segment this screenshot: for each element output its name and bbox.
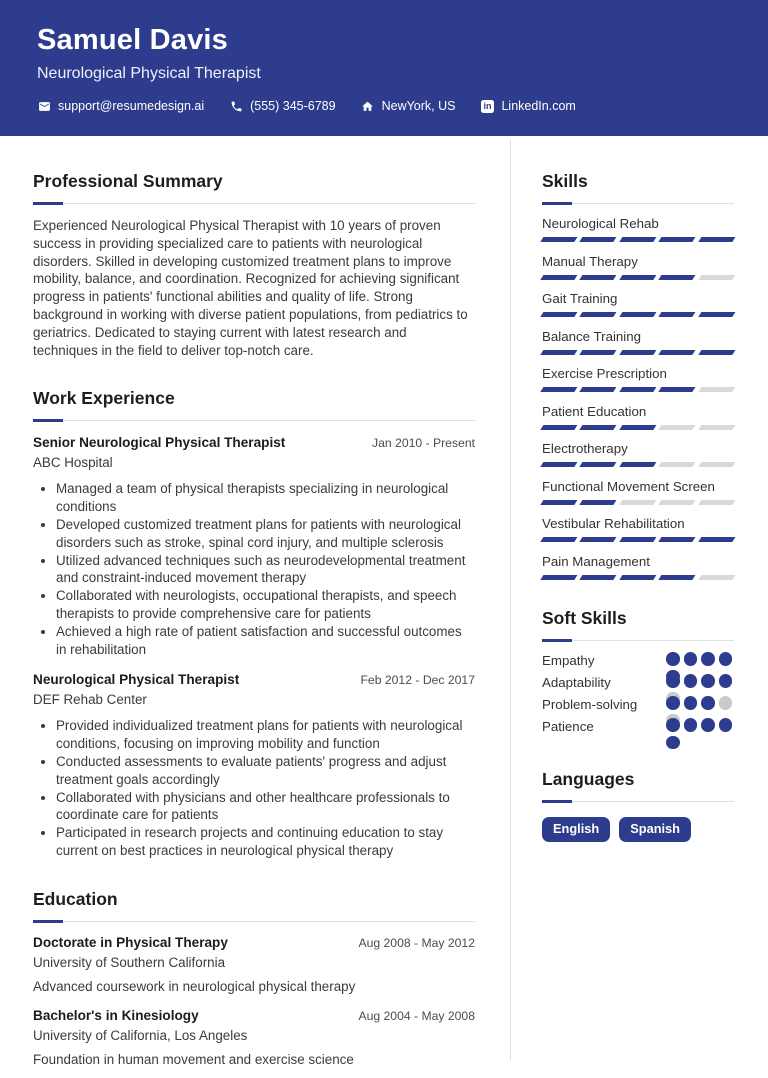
skill-bar-segment-filled bbox=[541, 425, 578, 430]
soft-skill-row bbox=[542, 696, 734, 718]
skill-bar-segment-filled bbox=[541, 237, 578, 242]
phone-icon bbox=[229, 99, 243, 113]
soft-skill-name: Empathy bbox=[542, 653, 595, 668]
skill-bar-segment-filled bbox=[541, 500, 578, 505]
education-school: University of Southern California bbox=[33, 954, 226, 970]
skill-bar bbox=[542, 387, 734, 392]
skill-item bbox=[542, 516, 734, 542]
summary-section bbox=[33, 171, 475, 359]
skill-bar-segment-filled bbox=[580, 275, 617, 280]
skill-bar bbox=[542, 500, 734, 505]
skill-item bbox=[542, 366, 734, 392]
skill-bar-segment-empty bbox=[698, 575, 735, 580]
rating-dot-filled bbox=[701, 718, 715, 732]
skills-section bbox=[542, 171, 734, 579]
skill-bar-segment-empty bbox=[659, 425, 696, 430]
job-company: DEF Rehab Center bbox=[33, 692, 147, 708]
skill-bar-segment-empty bbox=[698, 275, 735, 280]
rating-dot-filled bbox=[719, 718, 733, 732]
skill-bar-segment-empty bbox=[698, 462, 735, 467]
rating-dot-filled bbox=[701, 652, 715, 666]
skill-bar-segment-filled bbox=[580, 387, 617, 392]
skill-bar-segment-filled bbox=[659, 312, 696, 317]
rating-dot-filled bbox=[666, 718, 680, 732]
contact-home bbox=[361, 99, 456, 113]
skill-bar-segment-filled bbox=[659, 275, 696, 280]
skill-bar-segment-filled bbox=[580, 312, 617, 317]
skill-bar-segment-filled bbox=[580, 462, 617, 467]
skill-bar-segment-filled bbox=[580, 500, 617, 505]
skill-name: Electrotherapy bbox=[542, 441, 628, 456]
rating-dot-filled bbox=[666, 674, 680, 688]
skill-bar-segment-filled bbox=[580, 537, 617, 542]
soft-skill-row bbox=[542, 718, 734, 740]
skill-bar-segment-filled bbox=[698, 312, 735, 317]
header-band bbox=[0, 0, 768, 136]
rating-dot-filled bbox=[666, 652, 680, 666]
person-job-title: Neurological Physical Therapist bbox=[37, 65, 261, 82]
job-bullet: • Collaborated with physicians and other healthcare professionals to coordinate care for patients bbox=[56, 789, 475, 825]
contact-text: NewYork, US bbox=[381, 99, 456, 113]
skill-bar-segment-filled bbox=[698, 237, 735, 242]
skill-bar-segment-filled bbox=[541, 575, 578, 580]
job-company: ABC Hospital bbox=[33, 455, 113, 471]
job-entry bbox=[33, 672, 475, 859]
skill-name: Gait Training bbox=[542, 291, 618, 306]
soft-skill-name: Patience bbox=[542, 719, 594, 734]
skill-item bbox=[542, 329, 734, 355]
main-column bbox=[33, 140, 511, 1067]
job-bullet: • Developed customized treatment plans for patients with neurological disorders such as stroke, spinal cord injury, and multiple sclerosis bbox=[56, 516, 475, 552]
soft-skills-list bbox=[542, 652, 734, 740]
contact-text: support@resumedesign.ai bbox=[58, 99, 205, 113]
education-header-row bbox=[33, 1008, 475, 1024]
skill-name: Functional Movement Screen bbox=[542, 478, 715, 494]
section-divider bbox=[542, 801, 734, 802]
education-degree: Bachelor's in Kinesiology bbox=[33, 1007, 199, 1023]
section-divider bbox=[542, 640, 734, 641]
skill-bar-segment-empty bbox=[659, 462, 696, 467]
section-divider bbox=[33, 203, 475, 204]
rating-dot-filled bbox=[684, 674, 698, 688]
skill-bar-segment-filled bbox=[619, 537, 656, 542]
skill-bar-segment-filled bbox=[541, 350, 578, 355]
job-bullet: • Achieved a high rate of patient satisfaction and successful outcomes in rehabilitation bbox=[56, 623, 475, 659]
rating-dot-filled bbox=[701, 674, 715, 688]
skill-bar-segment-filled bbox=[659, 237, 696, 242]
job-bullet: • Provided individualized treatment plans for patients with neurological conditions, focusing on improving mobility and function bbox=[56, 717, 475, 753]
soft-skill-name: Adaptability bbox=[542, 675, 611, 690]
skill-bar-segment-empty bbox=[659, 500, 696, 505]
soft-skills-section-title: Soft Skills bbox=[542, 608, 627, 628]
language-badges bbox=[542, 817, 734, 842]
person-name: Samuel Davis bbox=[37, 24, 228, 56]
linkedin-icon: in bbox=[480, 99, 494, 113]
skill-bar-segment-empty bbox=[619, 500, 656, 505]
skill-bar-segment-filled bbox=[698, 537, 735, 542]
soft-skill-row bbox=[542, 652, 734, 674]
education-date: Aug 2008 - May 2012 bbox=[358, 935, 475, 950]
rating-dot-filled bbox=[684, 718, 698, 732]
section-divider bbox=[33, 921, 475, 922]
summary-section-title: Professional Summary bbox=[33, 171, 223, 191]
work-experience-section bbox=[33, 388, 475, 859]
skill-bar bbox=[542, 350, 734, 355]
skill-bar-segment-filled bbox=[541, 387, 578, 392]
skill-bar bbox=[542, 537, 734, 542]
skill-name: Pain Management bbox=[542, 553, 650, 569]
languages-section-title: Languages bbox=[542, 769, 635, 789]
education-header-row bbox=[33, 935, 475, 951]
skill-item bbox=[542, 441, 734, 467]
soft-skills-section bbox=[542, 608, 734, 740]
education-entry bbox=[33, 1008, 475, 1068]
job-bullet: • Conducted assessments to evaluate patients' progress and adjust treatment goals accordingly bbox=[56, 753, 475, 789]
job-role: Neurological Physical Therapist bbox=[33, 672, 240, 688]
skill-bar bbox=[542, 312, 734, 317]
skill-item bbox=[542, 404, 734, 430]
skill-bar-segment-filled bbox=[580, 575, 617, 580]
skill-name: Neurological Rehab bbox=[542, 216, 659, 231]
rating-dot-filled bbox=[719, 674, 733, 688]
language-badge: English bbox=[542, 817, 610, 842]
education-list bbox=[33, 935, 475, 1068]
skills-section-title: Skills bbox=[542, 171, 588, 191]
rating-dot-filled bbox=[701, 696, 715, 710]
rating-dot-filled bbox=[666, 696, 680, 710]
home-icon bbox=[361, 99, 375, 113]
job-entry bbox=[33, 435, 475, 658]
education-section-title: Education bbox=[33, 888, 118, 909]
education-note: Advanced coursework in neurological physical therapy bbox=[33, 978, 356, 994]
skill-bar-segment-filled bbox=[659, 387, 696, 392]
skill-bar-segment-filled bbox=[619, 575, 656, 580]
skill-item bbox=[542, 254, 734, 280]
job-header-row bbox=[33, 672, 475, 688]
skill-bar-segment-filled bbox=[541, 312, 578, 317]
education-entry bbox=[33, 935, 475, 995]
education-degree: Doctorate in Physical Therapy bbox=[33, 934, 228, 950]
summary-text: Experienced Neurological Physical Therapist with 10 years of proven success in providing specialized care to patients with neurological disorders. Skilled in developing customized treatment plans to improve mobility, balance, and coordination. Recognized for achieving significant progress in patients' functional abilities and quality of life. Strong background in working with diverse patient populations, from pediatrics to geriatrics. Dedicated to staying current with latest research and techniques in the field to deliver top-notch care. bbox=[33, 218, 468, 358]
education-date: Aug 2004 - May 2008 bbox=[358, 1008, 475, 1023]
job-bullet: • Utilized advanced techniques such as neurodevelopmental treatment and constraint-induced movement therapy bbox=[56, 552, 475, 588]
skill-name: Patient Education bbox=[542, 403, 647, 419]
skill-bar bbox=[542, 237, 734, 242]
skill-bar-segment-filled bbox=[619, 462, 656, 467]
skill-name: Manual Therapy bbox=[542, 253, 638, 269]
skill-bar-segment-empty bbox=[698, 387, 735, 392]
contact-text: (555) 345-6789 bbox=[250, 99, 336, 113]
contact-row bbox=[37, 99, 731, 113]
skill-bar-segment-filled bbox=[659, 350, 696, 355]
soft-skill-row bbox=[542, 674, 734, 696]
rating-dot-filled bbox=[719, 652, 733, 666]
skill-bar bbox=[542, 575, 734, 580]
work-section-title: Work Experience bbox=[33, 388, 175, 409]
content-area bbox=[0, 140, 768, 1067]
job-bullet-list bbox=[33, 480, 475, 658]
skill-bar bbox=[542, 425, 734, 430]
skill-bar bbox=[542, 462, 734, 467]
job-bullet: • Managed a team of physical therapists specializing in neurological conditions bbox=[56, 480, 475, 516]
skill-name: Exercise Prescription bbox=[542, 366, 667, 381]
skill-bar-segment-filled bbox=[580, 350, 617, 355]
skills-list bbox=[542, 216, 734, 579]
skill-bar-segment-filled bbox=[619, 312, 656, 317]
section-divider bbox=[542, 203, 734, 204]
skill-bar-segment-filled bbox=[698, 350, 735, 355]
skill-item bbox=[542, 554, 734, 580]
soft-skill-name: Problem-solving bbox=[542, 697, 638, 712]
job-date: Jan 2010 - Present bbox=[372, 436, 475, 451]
skill-bar-segment-filled bbox=[619, 237, 656, 242]
rating-dot-filled bbox=[684, 696, 698, 710]
skill-bar-segment-empty bbox=[698, 425, 735, 430]
skill-item bbox=[542, 291, 734, 317]
skill-bar-segment-filled bbox=[619, 275, 656, 280]
job-bullet-list bbox=[33, 717, 475, 859]
job-date: Feb 2012 - Dec 2017 bbox=[360, 673, 475, 688]
skill-bar-segment-filled bbox=[580, 425, 617, 430]
job-header-row bbox=[33, 435, 475, 451]
skill-bar-segment-filled bbox=[619, 387, 656, 392]
skill-bar-segment-filled bbox=[541, 462, 578, 467]
skill-bar-segment-filled bbox=[541, 275, 578, 280]
job-list bbox=[33, 435, 475, 859]
rating-dot-filled bbox=[684, 652, 698, 666]
skill-bar-segment-filled bbox=[541, 537, 578, 542]
job-bullet: • Collaborated with neurologists, occupational therapists, and speech therapists to provide comprehensive care for patients bbox=[56, 587, 475, 623]
languages-section bbox=[542, 769, 734, 842]
skill-name: Balance Training bbox=[542, 328, 642, 344]
sidebar-column bbox=[542, 140, 734, 1060]
skill-bar-segment-empty bbox=[698, 500, 735, 505]
education-section bbox=[33, 889, 475, 1068]
skill-bar-segment-filled bbox=[580, 237, 617, 242]
job-bullet: • Participated in research projects and continuing education to stay current on best practices in neurological physical therapy bbox=[56, 824, 475, 860]
skill-name: Vestibular Rehabilitation bbox=[542, 516, 685, 531]
skill-item bbox=[542, 479, 734, 505]
education-school: University of California, Los Angeles bbox=[33, 1027, 248, 1043]
contact-phone bbox=[229, 99, 335, 113]
language-badge: Spanish bbox=[619, 817, 691, 842]
skill-item bbox=[542, 216, 734, 242]
skill-bar-segment-filled bbox=[619, 425, 656, 430]
skill-bar bbox=[542, 275, 734, 280]
skill-bar-segment-filled bbox=[659, 575, 696, 580]
contact-linkedin bbox=[480, 99, 575, 113]
job-role: Senior Neurological Physical Therapist bbox=[33, 435, 286, 451]
contact-text: LinkedIn.com bbox=[501, 99, 576, 113]
contact-email bbox=[37, 99, 204, 113]
rating-dot-empty bbox=[719, 696, 733, 710]
email-icon bbox=[37, 99, 51, 113]
section-divider bbox=[33, 420, 475, 421]
rating-dot-filled bbox=[666, 736, 680, 750]
skill-bar-segment-filled bbox=[659, 537, 696, 542]
soft-skill-dots bbox=[666, 718, 734, 749]
skill-bar-segment-filled bbox=[619, 350, 656, 355]
education-note: Foundation in human movement and exercise science bbox=[33, 1051, 354, 1067]
